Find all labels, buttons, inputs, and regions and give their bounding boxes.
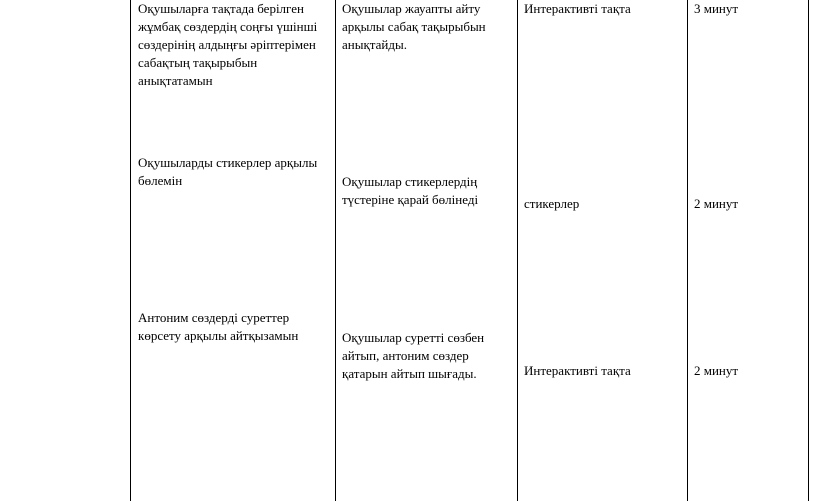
teacher-activity-cell <box>138 309 298 345</box>
text-line: Интерактивті тақта <box>524 363 631 378</box>
teacher-activity-cell <box>138 0 317 90</box>
text-line: бөлемін <box>138 173 183 188</box>
text-line: сабақтың тақырыбын <box>138 55 258 70</box>
resource-cell <box>524 0 631 18</box>
text-line: түстеріне қарай бөлінеді <box>342 192 479 207</box>
resource-cell <box>524 362 631 380</box>
time-cell <box>694 195 738 213</box>
text-line: Оқушыларды стикерлер арқылы <box>138 155 318 170</box>
text-line: 2 минут <box>694 363 739 378</box>
text-line: Антоним сөздерді суреттер <box>138 310 290 325</box>
column-divider <box>517 0 518 501</box>
text-line: анықтатамын <box>138 73 213 88</box>
student-activity-cell <box>342 173 478 209</box>
text-line: айтып, антоним сөздер <box>342 348 469 363</box>
text-line: Оқушыларға тақтада берілген <box>138 1 304 16</box>
text-line: Оқушылар стикерлердің <box>342 174 478 189</box>
student-activity-cell <box>342 329 484 383</box>
text-line: арқылы сабақ тақырыбын <box>342 19 486 34</box>
column-divider <box>687 0 688 501</box>
text-line: Оқушылар суретті сөзбен <box>342 330 485 345</box>
text-line: анықтайды. <box>342 37 407 52</box>
text-line: жұмбақ сөздердің соңғы үшінші <box>138 19 318 34</box>
time-cell <box>694 362 738 380</box>
text-line: 2 минут <box>694 196 739 211</box>
time-cell <box>694 0 738 18</box>
text-line: Оқушылар жауапты айту <box>342 1 481 16</box>
column-divider <box>808 0 809 501</box>
column-divider <box>130 0 131 501</box>
teacher-activity-cell <box>138 154 317 190</box>
student-activity-cell <box>342 0 486 54</box>
text-line: 3 минут <box>694 1 739 16</box>
text-line: көрсету арқылы айтқызамын <box>138 328 299 343</box>
text-line: стикерлер <box>524 196 580 211</box>
text-line: сөздерінің алдыңғы әріптерімен <box>138 37 316 52</box>
text-line: Интерактивті тақта <box>524 1 631 16</box>
resource-cell <box>524 195 579 213</box>
column-divider <box>335 0 336 501</box>
text-line: қатарын айтып шығады. <box>342 366 477 381</box>
